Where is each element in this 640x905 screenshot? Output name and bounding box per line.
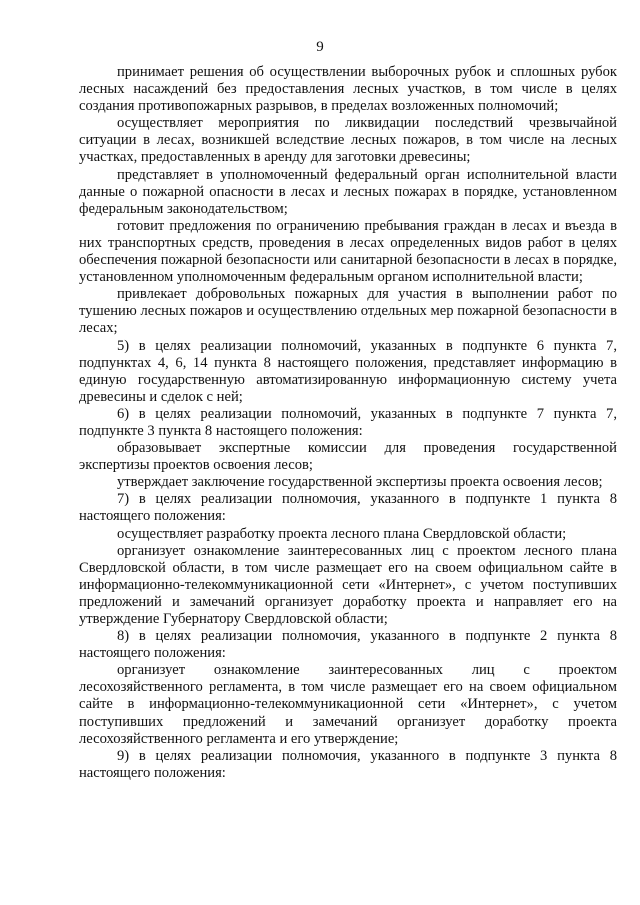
paragraph: готовит предложения по ограничению пребывания граждан в лесах и въезда в них транспортных средств, проведения в лесах определенных видов работ в целях обеспечения пожарной безопасности или санитарной безопасности в лесах в порядке, установленном уполномоченным федеральным органом исполнительной власти; <box>79 217 617 286</box>
paragraph: 7) в целях реализации полномочия, указанного в подпункте 1 пункта 8 настоящего положения: <box>79 491 617 525</box>
paragraph: осуществляет разработку проекта лесного плана Свердловской области; <box>117 525 567 542</box>
document-body <box>79 64 617 782</box>
paragraph: 9) в целях реализации полномочия, указанного в подпункте 3 пункта 8 настоящего положения: <box>79 747 617 781</box>
paragraph: представляет в уполномоченный федеральный орган исполнительной власти данные о пожарной опасности в лесах и лесных пожарах в порядке, установленном федеральным законодательством; <box>79 166 617 217</box>
paragraph: 5) в целях реализации полномочий, указанных в подпункте 6 пункта 7, подпунктах 4, 6, 14 пункта 8 настоящего положения, представляет информацию в единую государственную автоматизированную информационную систему учета древесины и сделок с ней; <box>79 337 617 405</box>
paragraph: организует ознакомление заинтересованных лиц с проектом лесного плана Свердловской области, в том числе размещает его на своем официальном сайте в информационно-телекоммуникационной сети «Интернет», с учетом поступивших предложений и замечаний организует доработку проекта и направляет его на утверждение Губернатору Свердловской области; <box>79 542 617 627</box>
paragraph: организует ознакомление заинтересованных лиц с проектом лесохозяйственного регламента, в том числе размещает его на своем официальном сайте в информационно-телекоммуникационной сети «Интернет», с учетом поступивших предложений и замечаний организует доработку проекта лесохозяйственного регламента и его утверждение; <box>79 662 617 747</box>
paragraph: привлекает добровольных пожарных для участия в выполнении работ по тушению лесных пожаров и осуществлению отдельных мер пожарной безопасности в лесах; <box>79 286 617 337</box>
paragraph: 6) в целях реализации полномочий, указанных в подпункте 7 пункта 7, подпункте 3 пункта 8 настоящего положения: <box>79 405 617 439</box>
paragraph: осуществляет мероприятия по ликвидации последствий чрезвычайной ситуации в лесах, возникшей вследствие лесных пожаров, в том числе на лесных участках, предоставленных в аренду для заготовки древесины; <box>79 115 617 166</box>
paragraph: утверждает заключение государственной экспертизы проекта освоения лесов; <box>117 474 603 491</box>
page-number: 9 <box>316 39 324 55</box>
paragraph: принимает решения об осуществлении выборочных рубок и сплошных рубок лесных насаждений без предоставления лесных участков, в том числе в целях создания противопожарных разрывов, в пределах возложенных полномочий; <box>79 64 617 115</box>
paragraph: 8) в целях реализации полномочия, указанного в подпункте 2 пункта 8 настоящего положения: <box>79 628 617 662</box>
paragraph: образовывает экспертные комиссии для проведения государственной экспертизы проектов освоения лесов; <box>79 440 617 474</box>
